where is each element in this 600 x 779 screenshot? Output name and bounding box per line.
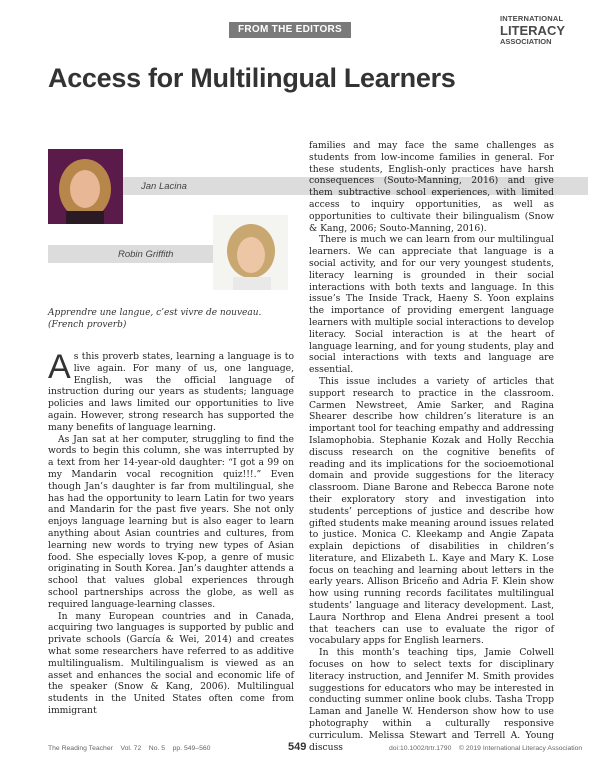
author-name-2: Robin Griffith: [118, 249, 174, 260]
logo-line-1: INTERNATIONAL: [500, 14, 564, 23]
epigraph: Apprendre une langue, c’est vivre de nouveau. (French proverb): [48, 308, 262, 330]
paragraph: In this month’s teaching tips, Jamie Colwell focuses on how to select texts for disciplinary literacy instruction, and Jennifer M. Smith provides suggestions for educators who may be interested in conducting summer online book clubs. Tasha Tropp Laman and Janelle W. Henderson show how to use photography within a culturally responsive curriculum. Melissa Stewart and Terrell A. Young discuss: [309, 647, 554, 753]
page-number: 549: [288, 741, 307, 753]
logo-line-2: LITERACY: [500, 23, 565, 38]
footer-journal: The Reading Teacher Vol. 72 No. 5 pp. 549–560: [48, 745, 211, 752]
ila-logo: [500, 14, 565, 47]
paragraph: This issue includes a variety of articles that support research to practice in the classroom. Carmen Newstreet, Amie Sarker, and Ragina Shearer describe how children’s literature is an important tool for teaching empathy and addressing Islamophobia. Stephanie Kozak and Holly Recchia discuss research on the cognitive benefits of reading and its implications for the socioemotional domain and provide suggestions for the literacy classroom. Diane Barone and Rebecca Barone note their exploratory story and investigation into students’ perceptions of justice and describe how gifted students make meaning around issues related to justice. Monica C. Kleekamp and Angie Zapata explain depictions of disabilities in children’s literature, and Elizabeth L. Kaye and Mary K. Lose focus on teaching and learning about letters in the early years. Allison Briceño and Adria F. Klein show how using running records facilitates multilingual students’ language and literacy development. Last, Laura Northrop and Elena Andrei present a tool that teachers can use to evaluate the rigor of vocabulary apps for English learners.: [309, 375, 555, 647]
footer-doi: doi:10.1002/trtr.1790 © 2019 International Literacy Association: [389, 745, 583, 752]
left-column: [48, 348, 294, 717]
paragraph: In many European countries and in Canada, acquiring two languages is supported by public and private schools (García & Wei, 2014) and creates what some researchers have referred to as additive multilingualism. Multilingualism is viewed as an asset and enhances the social and economic life of the speaker (Snow & Kang, 2006). Multilingual students in the United States often come from immigrant: [48, 610, 294, 716]
paragraph: There is much we can learn from our multilingual learners. We can appreciate that language is a social activity, and for our very youngest students, literacy learning is grounded in their social interactions with both texts and language. In this issue’s The Inside Track, Haeny S. Yoon explains the importance of providing emergent language learners with multiple social interactions to develop literacy. Social interaction is at the heart of language learning, and for young students, play and social interactions with texts and language are essential.: [309, 234, 554, 376]
author-name-1: Jan Lacina: [141, 181, 187, 192]
paragraph: families and may face the same challenges as students from low-income families in general. For these students, English-only practices have harsh consequences (Souto-Manning, 2016) and give them subtractive school experiences, with limited access to inquiry opportunities, as well as opportunities to cultivate their bilingualism (Snow & Kang, 2006; Souto-Manning, 2016).: [309, 140, 554, 234]
logo-line-3: ASSOCIATION: [500, 37, 552, 46]
paragraph: As this proverb states, learning a language is to live again. For many of us, one language, English, was the official language of instruction during our years as students; language policies and laws limited our opportunities to live again. However, strong research has supported the many benefits of language learning.: [48, 348, 294, 433]
drop-cap: A: [48, 348, 71, 386]
article-title: Access for Multilingual Learners: [48, 63, 456, 93]
right-column: [309, 140, 554, 753]
section-banner: FROM THE EDITORS: [229, 22, 351, 38]
author-photo-jan-lacina: [48, 149, 123, 224]
author-photo-robin-griffith: [213, 215, 288, 290]
paragraph: As Jan sat at her computer, struggling to find the words to begin this column, she was interrupted by a text from her 14-year-old daughter: “I got a 99 on my Mandarin vocal recognition quiz!!!.” Even though Jan’s daughter is far from multilingual, she has had the opportunity to learn Latin for two years and Mandarin for the past five years. She not only enjoys language learning but is also eager to learn anything about Asian countries and cultures, from learning new words to trying new types of Asian food. She especially loves K-pop, a genre of music originating in South Korea. Jan’s daughter attends a school that values global experiences through school partnerships across the globe, as well as required language-learning classes.: [48, 433, 294, 610]
